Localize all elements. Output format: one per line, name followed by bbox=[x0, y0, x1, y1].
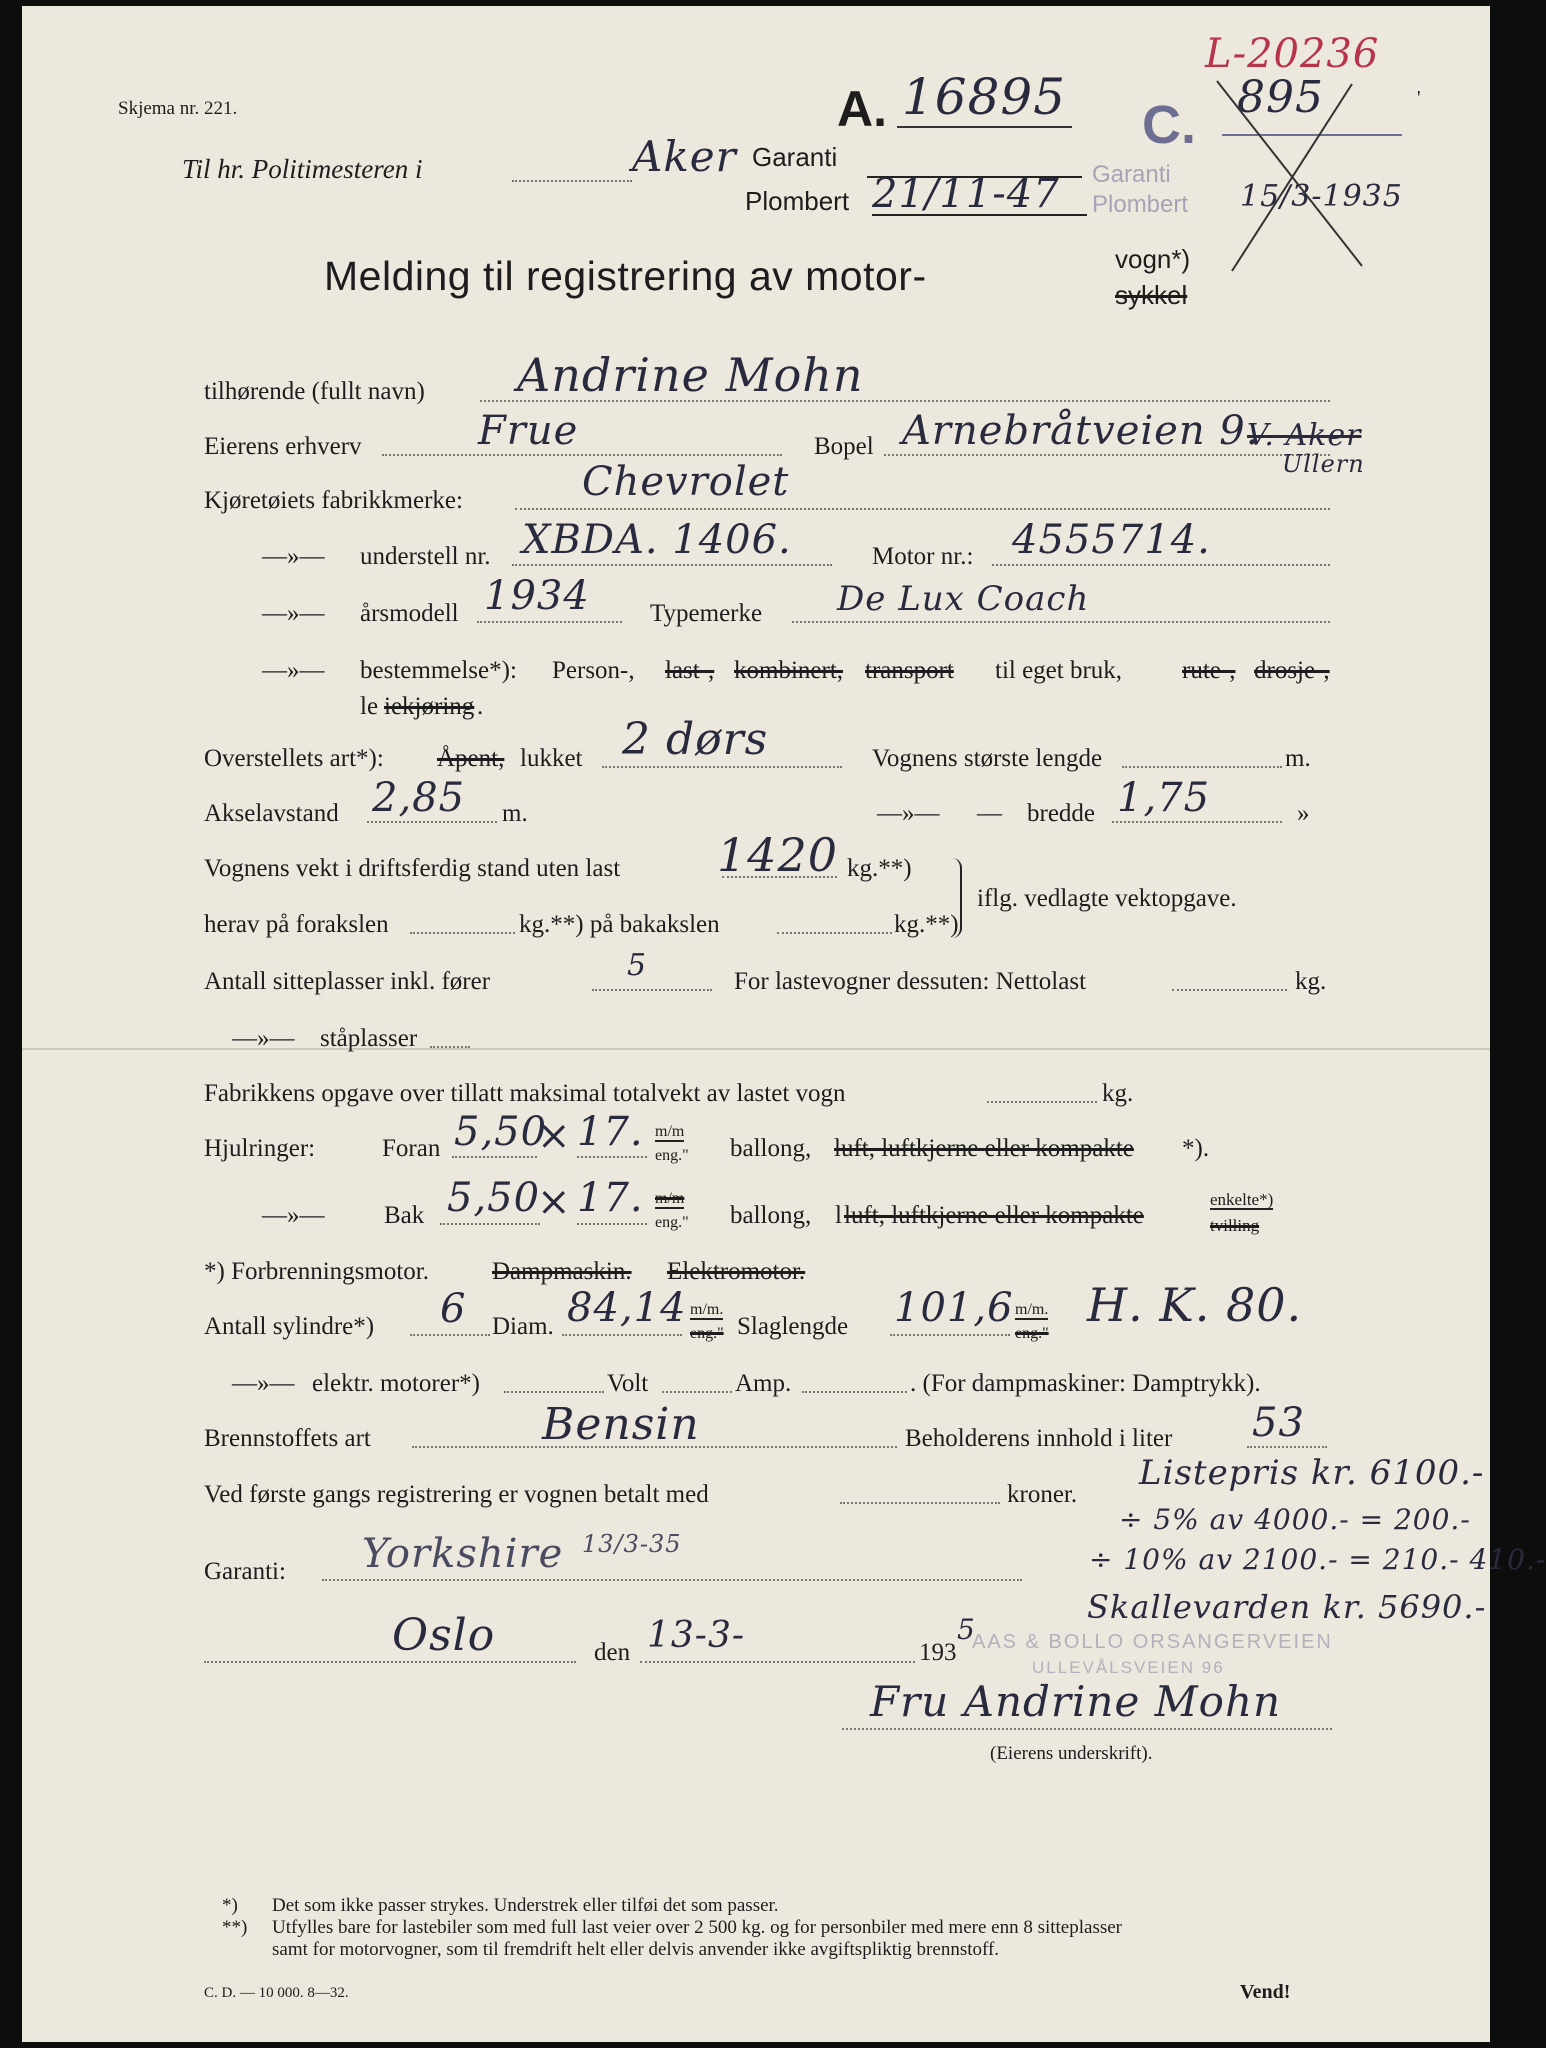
frac-eng2: eng." bbox=[1015, 1325, 1049, 1342]
beholder-label: Beholderens innhold i liter bbox=[905, 1425, 1173, 1452]
overstell-apent: Åpent, bbox=[437, 745, 505, 772]
footnote-1: Det som ikke passer strykes. Understrek eller tilføi det som passer. bbox=[272, 1895, 779, 1916]
vektopgave-note: iflg. vedlagte vektopgave. bbox=[977, 885, 1237, 912]
kroner-label: kroner. bbox=[1007, 1481, 1078, 1508]
aksel-unit: m. bbox=[502, 800, 528, 827]
sylindre-value: 6 bbox=[440, 1286, 467, 1332]
dampmaskin-struck: Dampmaskin. bbox=[492, 1258, 632, 1285]
bestemmelse-eget: til eget bruk, bbox=[995, 657, 1123, 684]
brennstoff-label: Brennstoffets art bbox=[204, 1425, 371, 1452]
frac-mm: m/m bbox=[655, 1123, 685, 1140]
corner-mark: ' bbox=[1417, 87, 1421, 109]
print-code: C. D. — 10 000. 8—32. bbox=[204, 1985, 349, 2001]
cross-out-mark bbox=[1212, 72, 1372, 276]
faded-stamp-line2: ULLEVÅLSVEIEN 96 bbox=[1032, 1658, 1225, 1677]
footnote-3: samt for motorvogner, som til fremdrift helt eller delvis anvender ikke avgiftspliktig brennstoff. bbox=[272, 1939, 1000, 1960]
year-prefix: 193 bbox=[919, 1639, 957, 1666]
bestemmelse-last: last-, bbox=[665, 657, 715, 684]
elektr-label: elektr. motorer*) bbox=[312, 1370, 480, 1397]
bestemmelse-drosje: drosje-, bbox=[1254, 657, 1330, 684]
bestemmelse-transport: transport bbox=[865, 657, 954, 684]
tvilling-struck: tvilling bbox=[1210, 1216, 1260, 1235]
foran-dim2: 17. bbox=[577, 1109, 644, 1155]
vekt-unit: kg.**) bbox=[847, 855, 912, 882]
hjul-label: Hjulringer: bbox=[204, 1135, 316, 1162]
bak-label: Bak bbox=[384, 1202, 425, 1229]
sylindre-label: Antall sylindre*) bbox=[204, 1313, 375, 1340]
l-number-stamp: L-20236 bbox=[1205, 31, 1380, 77]
price-note-1: Listepris kr. 6100.- bbox=[1139, 1453, 1485, 1493]
sitte-label: Antall sitteplasser inkl. fører bbox=[204, 968, 491, 995]
bredde-label: bredde bbox=[1027, 800, 1096, 827]
ditto-mark: —»— bbox=[877, 800, 940, 827]
elektromotor-struck: Elektromotor. bbox=[667, 1258, 806, 1285]
date-value: 13-3- bbox=[647, 1615, 746, 1656]
owner-signature: Fru Andrine Mohn bbox=[870, 1677, 1282, 1726]
overstell-value: 2 dørs bbox=[622, 714, 769, 765]
faded-stamp-line1: AAS & BOLLO ORSANGERVEIEN bbox=[972, 1631, 1333, 1653]
place-value: Oslo bbox=[392, 1610, 496, 1661]
ditto-mark: —»— bbox=[262, 543, 325, 570]
motor-value: 4555714. bbox=[1012, 517, 1211, 563]
footnote-2: Utfylles bare for lastebiler som med full last veier over 2 500 kg. og for personbiler med mere enn 8 sitteplasser bbox=[272, 1917, 1122, 1938]
ballong: ballong, bbox=[730, 1202, 812, 1229]
brennstoff-value: Bensin bbox=[542, 1399, 700, 1450]
enkelte: enkelte*) bbox=[1210, 1190, 1274, 1209]
lengde-unit: m. bbox=[1285, 745, 1311, 772]
den-label: den bbox=[594, 1639, 631, 1666]
diam-value: 84,14 bbox=[567, 1285, 687, 1331]
bredde-ditto: » bbox=[1297, 800, 1310, 827]
plombert-header-label: Plombert bbox=[745, 186, 850, 216]
bestemmelse-label: bestemmelse*): bbox=[360, 657, 517, 684]
motor-label: Motor nr.: bbox=[872, 543, 974, 570]
footnote-1-mark: *) bbox=[222, 1895, 238, 1916]
frac-mm2: m/m. bbox=[690, 1301, 724, 1318]
bredde-dash: — bbox=[977, 800, 1002, 827]
betalt-label: Ved første gangs registrering er vognen betalt med bbox=[204, 1481, 709, 1508]
price-note-2: ÷ 5% av 4000.- = 200.- bbox=[1119, 1503, 1471, 1536]
typemerke-value: De Lux Coach bbox=[837, 579, 1090, 619]
understell-label: understell nr. bbox=[360, 543, 491, 570]
ditto-mark: —»— bbox=[262, 1202, 325, 1229]
times-sign: × bbox=[537, 1113, 572, 1159]
footnote-2-mark: **) bbox=[222, 1917, 248, 1938]
frac-mm2: m/m. bbox=[1015, 1301, 1049, 1318]
bak-luft-pre: l bbox=[835, 1202, 842, 1229]
hjul-end: *). bbox=[1182, 1135, 1210, 1162]
leiekjoring-pre: le bbox=[360, 693, 379, 720]
erhverv-label: Eierens erhverv bbox=[204, 433, 362, 460]
c-number: 895 bbox=[1237, 72, 1324, 123]
underskrift-label: (Eierens underskrift). bbox=[990, 1743, 1153, 1764]
overstell-lukket: lukket bbox=[520, 745, 583, 772]
erhverv-value: Frue bbox=[478, 408, 579, 454]
ditto-mark: —»— bbox=[232, 1370, 295, 1397]
hk-value: H. K. 80. bbox=[1087, 1278, 1303, 1332]
vekt-value: 1420 bbox=[717, 828, 839, 882]
frac-eng2: eng." bbox=[690, 1325, 724, 1342]
totalvekt-unit: kg. bbox=[1102, 1080, 1134, 1107]
bak-options-struck: luft, luftkjerne eller kompakte bbox=[844, 1202, 1144, 1229]
frac-mm: m/m bbox=[655, 1190, 685, 1207]
foraksel-label: herav på forakslen bbox=[204, 911, 389, 938]
understell-value: XBDA. 1406. bbox=[522, 517, 792, 563]
c-date: 15/3-1935 bbox=[1240, 179, 1403, 214]
ditto-mark: —»— bbox=[232, 1025, 295, 1052]
owner-value: Andrine Mohn bbox=[517, 348, 864, 402]
overstell-label: Overstellets art*): bbox=[204, 745, 384, 772]
registration-form-page bbox=[22, 6, 1546, 2042]
forbrenning-note: *) Forbrenningsmotor. bbox=[204, 1258, 429, 1285]
bopel-extra: Ullern bbox=[1282, 450, 1365, 478]
garanti-header-label: Garanti bbox=[752, 142, 838, 172]
form-title: Melding til registrering av motor- bbox=[324, 253, 927, 299]
fabrikkmerke-value: Chevrolet bbox=[582, 459, 790, 505]
title-vogn: vogn*) bbox=[1115, 244, 1191, 274]
slag-value: 101,6 bbox=[894, 1285, 1014, 1331]
bredde-value: 1,75 bbox=[1117, 775, 1211, 821]
frac-eng: eng." bbox=[655, 1214, 689, 1231]
volt-label: Volt bbox=[607, 1370, 649, 1397]
bestemmelse-rute: rute-, bbox=[1182, 657, 1236, 684]
ditto-mark: —»— bbox=[262, 600, 325, 627]
c-prefix-stamp: C. bbox=[1142, 95, 1196, 155]
plombert-date: 21/11-47 bbox=[872, 171, 1060, 217]
foran-dim1: 5,50 bbox=[454, 1109, 548, 1155]
aksel-label: Akselavstand bbox=[204, 800, 339, 827]
bopel-label: Bopel bbox=[814, 433, 874, 460]
lastevogn-label: For lastevogner dessuten: Nettolast bbox=[734, 968, 1087, 995]
bak-dim1: 5,50 bbox=[447, 1175, 541, 1221]
totalvekt-label: Fabrikkens opgave over tillatt maksimal totalvekt av lastet vogn bbox=[204, 1080, 846, 1107]
arsmodell-value: 1934 bbox=[484, 573, 590, 619]
hjul-options-struck: luft, luftkjerne eller kompakte bbox=[834, 1135, 1134, 1162]
title-sykkel-struck: sykkel bbox=[1115, 280, 1188, 310]
bopel-value: Arnebråtveien 9. bbox=[902, 408, 1260, 454]
diam-label: Diam. bbox=[492, 1313, 554, 1340]
skjema-number: Skjema nr. 221. bbox=[118, 98, 238, 119]
plombert-stamp-faded: Plombert bbox=[1092, 191, 1189, 218]
damp-label: . (For dampmaskiner: Damptrykk). bbox=[910, 1370, 1261, 1397]
price-note-3: ÷ 10% av 2100.- = 210.- 410.- bbox=[1089, 1543, 1546, 1576]
bakaksel-unit: kg.**) bbox=[894, 911, 959, 938]
slag-label: Slaglengde bbox=[737, 1313, 849, 1340]
vekt-label: Vognens vekt i driftsferdig stand uten last bbox=[204, 855, 621, 882]
fabrikkmerke-label: Kjøretøiets fabrikkmerke: bbox=[204, 487, 463, 514]
bestemmelse-kombinert: kombinert, bbox=[734, 657, 844, 684]
price-note-4: Skallevarden kr. 5690.- bbox=[1087, 1588, 1487, 1626]
foran-label: Foran bbox=[382, 1135, 441, 1162]
politimester-label: Til hr. Politimesteren i bbox=[182, 154, 423, 184]
aksel-value: 2,85 bbox=[372, 775, 466, 821]
bak-dim2: 17. bbox=[577, 1175, 644, 1221]
aker-handwritten: Aker bbox=[632, 132, 737, 181]
times-sign: × bbox=[537, 1179, 572, 1225]
year-value: 5 bbox=[957, 1613, 976, 1646]
owner-label: tilhørende (fullt navn) bbox=[204, 378, 425, 405]
frac-eng: eng." bbox=[655, 1147, 689, 1164]
garanti-value: Yorkshire bbox=[362, 1531, 564, 1577]
vend-label: Vend! bbox=[1240, 1981, 1291, 2003]
a-number: 16895 bbox=[902, 68, 1067, 126]
lengde-label: Vognens største lengde bbox=[872, 745, 1103, 772]
ballong: ballong, bbox=[730, 1135, 812, 1162]
a-prefix: A. bbox=[837, 81, 887, 137]
amp-label: Amp. bbox=[735, 1370, 792, 1397]
typemerke-label: Typemerke bbox=[650, 600, 763, 627]
nettolast-unit: kg. bbox=[1295, 968, 1327, 995]
leiekjoring-post: . bbox=[477, 693, 484, 720]
ditto-mark: —»— bbox=[262, 657, 325, 684]
bakaksel-label: kg.**) på bakakslen bbox=[519, 911, 720, 938]
leiekjoring-struck: iekjøring bbox=[384, 693, 475, 720]
garanti-label: Garanti: bbox=[204, 1558, 286, 1585]
arsmodell-label: årsmodell bbox=[360, 600, 459, 627]
sitte-value: 5 bbox=[627, 948, 648, 983]
bestemmelse-person: Person-, bbox=[552, 657, 635, 684]
bopel-struck: V. Aker bbox=[1247, 418, 1362, 453]
garanti-date: 13/3-35 bbox=[582, 1530, 682, 1558]
beholder-value: 53 bbox=[1252, 1400, 1305, 1446]
staplasser-label: ståplasser bbox=[320, 1025, 418, 1052]
garanti-stamp-faded: Garanti bbox=[1092, 161, 1171, 188]
